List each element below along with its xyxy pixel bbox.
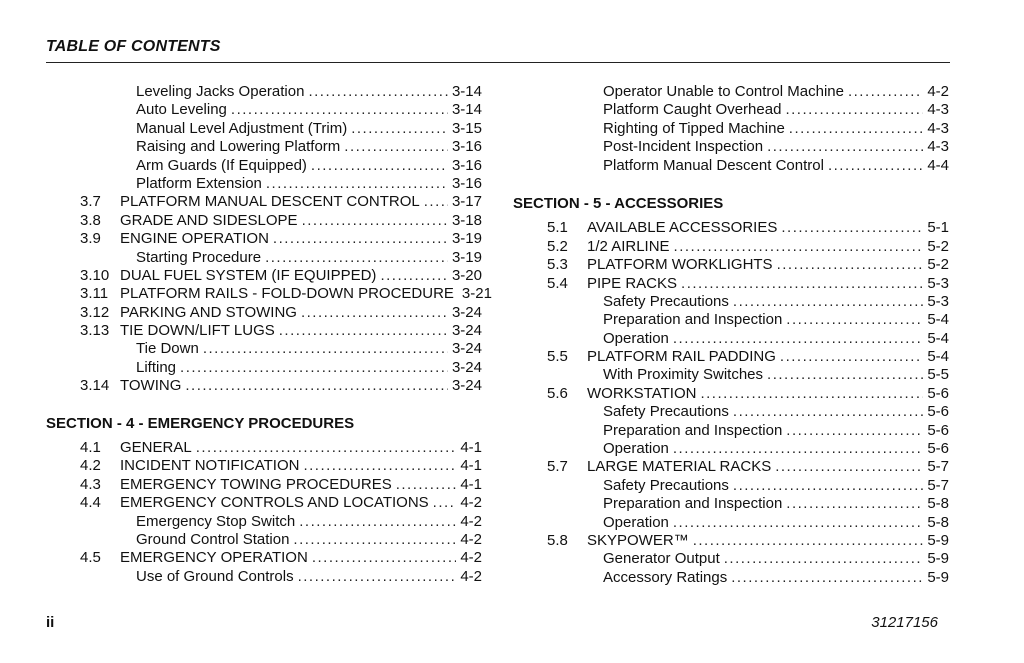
toc-entry-title: TOWING <box>120 377 182 395</box>
toc-entry[interactable] <box>80 531 482 549</box>
toc-entry-title: Operation <box>603 329 669 347</box>
toc-entry-page: 4-1 <box>460 475 482 493</box>
dot-leader <box>266 175 448 192</box>
dot-leader <box>299 513 456 530</box>
dot-leader <box>396 476 457 493</box>
toc-entry-title: EMERGENCY TOWING PROCEDURES <box>120 475 392 493</box>
toc-entry-title: PLATFORM RAIL PADDING <box>587 348 776 366</box>
toc-entry-title: PLATFORM MANUAL DESCENT CONTROL <box>120 193 420 211</box>
toc-entry-title: Accessory Ratings <box>603 568 728 586</box>
dot-leader <box>303 457 456 474</box>
dot-leader <box>433 494 457 511</box>
toc-entry-page: 3-16 <box>451 156 482 174</box>
toc-entry-page: 3-24 <box>451 377 482 395</box>
toc-entry-title: LARGE MATERIAL RACKS <box>587 458 772 476</box>
toc-entry-number: 4.2 <box>80 457 101 475</box>
toc-entry-page: 4-2 <box>460 494 482 512</box>
toc-entry-number: 3.7 <box>80 193 101 211</box>
toc-entry[interactable] <box>80 175 482 193</box>
toc-entry[interactable] <box>80 340 482 358</box>
section-4-heading: SECTION - 4 - EMERGENCY PROCEDURES <box>46 414 355 432</box>
dot-leader <box>185 377 448 394</box>
toc-entry-page: 3-18 <box>451 211 482 229</box>
toc-entry-page: 4-2 <box>460 567 482 585</box>
toc-entry-page: 5-9 <box>927 550 949 568</box>
dot-leader <box>673 330 923 347</box>
toc-entry-title: Platform Caught Overhead <box>603 101 782 119</box>
header-divider <box>46 62 950 63</box>
toc-entry-page: 5-6 <box>927 421 949 439</box>
toc-entry-title: Safety Precautions <box>603 476 729 494</box>
toc-entry-page: 3-14 <box>451 101 482 119</box>
toc-entry-title: Preparation and Inspection <box>603 421 783 439</box>
dot-leader <box>673 514 923 531</box>
dot-leader <box>265 249 448 266</box>
dot-leader <box>231 101 448 118</box>
toc-entry-title: Arm Guards (If Equipped) <box>136 156 307 174</box>
toc-entry-number: 3.10 <box>80 266 110 284</box>
toc-entry[interactable] <box>547 569 949 587</box>
toc-entry-number: 3.12 <box>80 303 110 321</box>
toc-entry-number: 3.13 <box>80 322 110 340</box>
toc-entry[interactable] <box>80 359 482 377</box>
toc-entry[interactable] <box>80 439 482 457</box>
toc-entry-title: With Proximity Switches <box>603 366 764 384</box>
dot-leader <box>674 238 924 255</box>
toc-entry-title: ENGINE OPERATION <box>120 230 269 248</box>
toc-entry-title: PLATFORM RAILS - FOLD-DOWN PROCEDURE <box>120 285 454 303</box>
toc-entry-page: 5-6 <box>927 440 949 458</box>
toc-entry[interactable] <box>80 494 482 512</box>
dot-leader <box>681 275 923 292</box>
toc-entry-page: 4-2 <box>460 530 482 548</box>
toc-entry-title: Lifting <box>136 358 177 376</box>
toc-entry-title: TIE DOWN/LIFT LUGS <box>120 322 275 340</box>
dot-leader <box>777 256 924 273</box>
dot-leader <box>298 568 457 585</box>
dot-leader <box>848 83 923 100</box>
toc-entry-page: 3-21 <box>461 285 492 303</box>
toc-entry-page: 5-8 <box>927 495 949 513</box>
toc-entry-title: Platform Manual Descent Control <box>603 156 824 174</box>
toc-list-left-b <box>80 439 482 586</box>
toc-entry-number: 4.1 <box>80 439 101 457</box>
toc-entry-page: 3-16 <box>451 138 482 156</box>
toc-entry-title: Righting of Tipped Machine <box>603 119 785 137</box>
toc-entry-title: Ground Control Station <box>136 530 290 548</box>
toc-entry-page: 3-14 <box>451 83 482 100</box>
dot-leader <box>302 212 448 229</box>
toc-entry[interactable] <box>547 403 949 421</box>
toc-entry[interactable] <box>547 120 949 138</box>
toc-entry-title: DUAL FUEL SYSTEM (IF EQUIPPED) <box>120 266 377 284</box>
dot-leader <box>724 550 924 567</box>
toc-entry-page: 3-16 <box>451 174 482 192</box>
dot-leader <box>301 304 448 321</box>
toc-entry[interactable] <box>80 120 482 138</box>
toc-entry-title: Manual Level Adjustment (Trim) <box>136 119 348 137</box>
toc-entry-page: 5-3 <box>927 274 949 292</box>
dot-leader <box>351 120 448 137</box>
toc-entry[interactable] <box>547 330 949 348</box>
dot-leader <box>279 322 448 339</box>
toc-entry[interactable] <box>80 377 482 395</box>
dot-leader <box>203 340 448 357</box>
toc-entry[interactable] <box>547 477 949 495</box>
toc-entry[interactable] <box>80 568 482 586</box>
toc-entry-number: 5.6 <box>547 384 568 402</box>
toc-entry-title: AVAILABLE ACCESSORIES <box>587 219 778 237</box>
toc-entry-page: 3-17 <box>451 193 482 211</box>
dot-leader <box>733 477 923 494</box>
toc-list-right-b <box>547 219 949 587</box>
dot-leader <box>780 348 923 365</box>
toc-entry[interactable] <box>547 293 949 311</box>
page-number: ii <box>46 614 55 631</box>
toc-entry[interactable] <box>80 322 482 340</box>
toc-entry[interactable] <box>547 532 949 550</box>
toc-entry[interactable] <box>80 157 482 175</box>
toc-entry-page: 5-8 <box>927 513 949 531</box>
dot-leader <box>700 385 923 402</box>
toc-entry-page: 4-1 <box>460 439 482 457</box>
dot-leader <box>311 157 448 174</box>
toc-list-left-a <box>80 83 492 396</box>
toc-entry-title: Preparation and Inspection <box>603 311 783 329</box>
toc-entry-page: 5-4 <box>927 311 949 329</box>
dot-leader <box>786 422 923 439</box>
toc-entry-title: Operation <box>603 440 669 458</box>
toc-entry-title: Starting Procedure <box>136 248 262 266</box>
toc-entry[interactable] <box>547 238 949 256</box>
toc-entry-page: 4-4 <box>927 156 949 174</box>
toc-entry-page: 5-2 <box>927 237 949 255</box>
toc-entry[interactable] <box>547 348 949 366</box>
toc-entry-page: 4-3 <box>927 138 949 156</box>
toc-entry-number: 3.11 <box>80 285 109 303</box>
toc-entry-title: Safety Precautions <box>603 292 729 310</box>
toc-entry[interactable] <box>80 230 482 248</box>
toc-entry-page: 5-2 <box>927 256 949 274</box>
toc-entry-title: Platform Extension <box>136 174 262 192</box>
toc-entry-title: Leveling Jacks Operation <box>136 83 305 100</box>
dot-leader <box>180 359 448 376</box>
dot-leader <box>273 230 448 247</box>
toc-entry-number: 5.2 <box>547 237 568 255</box>
toc-entry-page: 4-2 <box>460 512 482 530</box>
toc-entry-number: 3.14 <box>80 377 110 395</box>
toc-entry-page: 5-9 <box>927 531 949 549</box>
toc-entry-number: 5.4 <box>547 274 568 292</box>
dot-leader <box>781 219 923 236</box>
toc-entry-page: 4-3 <box>927 101 949 119</box>
toc-entry[interactable] <box>547 366 949 384</box>
toc-entry[interactable] <box>547 422 949 440</box>
toc-entry-title: SKYPOWER™ <box>587 531 689 549</box>
toc-entry-title: PLATFORM WORKLIGHTS <box>587 256 773 274</box>
dot-leader <box>344 138 448 155</box>
toc-entry[interactable] <box>547 514 949 532</box>
toc-entry[interactable] <box>80 476 482 494</box>
toc-entry[interactable] <box>547 157 949 175</box>
toc-entry[interactable] <box>80 138 482 156</box>
toc-entry-number: 4.5 <box>80 549 101 567</box>
dot-leader <box>293 531 456 548</box>
toc-entry-number: 3.8 <box>80 211 101 229</box>
dot-leader <box>775 458 923 475</box>
toc-entry-number: 3.9 <box>80 230 101 248</box>
document-number: 31217156 <box>871 614 938 631</box>
toc-entry[interactable] <box>80 267 482 285</box>
toc-entry[interactable] <box>547 138 949 156</box>
toc-entry-title: Safety Precautions <box>603 403 729 421</box>
toc-entry-title: EMERGENCY CONTROLS AND LOCATIONS <box>120 494 429 512</box>
toc-entry[interactable] <box>547 83 949 101</box>
dot-leader <box>312 549 457 566</box>
toc-entry-page: 3-15 <box>451 119 482 137</box>
section-5-heading: SECTION - 5 - ACCESSORIES <box>513 194 724 212</box>
toc-entry-number: 5.7 <box>547 458 568 476</box>
toc-entry-page: 4-3 <box>927 119 949 137</box>
dot-leader <box>789 120 924 137</box>
dot-leader <box>786 495 923 512</box>
dot-leader <box>693 532 924 549</box>
toc-entry-title: 1/2 AIRLINE <box>587 237 670 255</box>
toc-entry-title: PARKING AND STOWING <box>120 303 297 321</box>
toc-entry-title: Tie Down <box>136 340 199 358</box>
toc-entry-title: Generator Output <box>603 550 720 568</box>
toc-entry[interactable] <box>80 249 482 267</box>
toc-entry-title: GENERAL <box>120 439 192 457</box>
toc-entry-number: 5.8 <box>547 531 568 549</box>
dot-leader <box>733 293 923 310</box>
toc-entry-page: 5-6 <box>927 384 949 402</box>
toc-entry[interactable] <box>547 440 949 458</box>
toc-entry-number: 4.3 <box>80 475 101 493</box>
toc-entry-title: Raising and Lowering Platform <box>136 138 341 156</box>
toc-entry-title: WORKSTATION <box>587 384 697 402</box>
toc-entry-page: 3-19 <box>451 230 482 248</box>
page-title: TABLE OF CONTENTS <box>46 38 221 55</box>
toc-entry-page: 5-3 <box>927 292 949 310</box>
dot-leader <box>308 83 448 100</box>
toc-entry-page: 3-24 <box>451 358 482 376</box>
toc-entry-page: 5-7 <box>927 476 949 494</box>
toc-entry-page: 5-1 <box>927 219 949 237</box>
toc-entry-number: 5.1 <box>547 219 568 237</box>
toc-entry-title: GRADE AND SIDESLOPE <box>120 211 298 229</box>
toc-entry[interactable] <box>547 385 949 403</box>
dot-leader <box>731 569 923 586</box>
toc-entry-page: 5-4 <box>927 329 949 347</box>
toc-entry[interactable] <box>80 83 482 101</box>
toc-entry[interactable] <box>547 550 949 568</box>
toc-entry-page: 5-6 <box>927 403 949 421</box>
dot-leader <box>424 193 448 210</box>
toc-left-column <box>46 83 492 586</box>
toc-entry-page: 3-24 <box>451 340 482 358</box>
toc-entry-title: Emergency Stop Switch <box>136 512 296 530</box>
toc-entry[interactable] <box>547 458 949 476</box>
toc-entry-page: 3-24 <box>451 322 482 340</box>
toc-entry-page: 5-9 <box>927 568 949 586</box>
toc-entry[interactable] <box>80 549 482 567</box>
toc-entry-number: 5.5 <box>547 348 568 366</box>
toc-entry[interactable] <box>80 457 482 475</box>
toc-entry[interactable] <box>547 275 949 293</box>
toc-entry-title: Operation <box>603 513 669 531</box>
toc-entry[interactable] <box>80 212 482 230</box>
dot-leader <box>786 311 923 328</box>
toc-entry[interactable] <box>80 193 482 211</box>
toc-entry-title: Preparation and Inspection <box>603 495 783 513</box>
toc-entry-page: 3-19 <box>451 248 482 266</box>
toc-entry[interactable] <box>80 101 482 119</box>
toc-entry-title: PIPE RACKS <box>587 274 678 292</box>
toc-right-column <box>513 83 949 587</box>
toc-entry-page: 4-1 <box>460 457 482 475</box>
toc-entry-page: 3-20 <box>451 266 482 284</box>
toc-entry-page: 4-2 <box>927 83 949 100</box>
toc-entry-page: 5-5 <box>927 366 949 384</box>
toc-list-right-a <box>547 83 949 175</box>
toc-entry-title: Auto Leveling <box>136 101 227 119</box>
dot-leader <box>673 440 923 457</box>
toc-entry-number: 5.3 <box>547 256 568 274</box>
dot-leader <box>196 439 457 456</box>
toc-entry-page: 5-7 <box>927 458 949 476</box>
toc-entry-number: 4.4 <box>80 494 101 512</box>
dot-leader <box>733 403 923 420</box>
toc-entry[interactable] <box>80 513 482 531</box>
toc-entry-title: Post-Incident Inspection <box>603 138 764 156</box>
dot-leader <box>828 157 923 174</box>
toc-entry[interactable] <box>547 101 949 119</box>
toc-entry[interactable] <box>547 495 949 513</box>
toc-entry-title: Operator Unable to Control Machine <box>603 83 844 100</box>
dot-leader <box>785 101 923 118</box>
dot-leader <box>380 267 448 284</box>
toc-entry[interactable] <box>80 304 482 322</box>
toc-entry-title: Use of Ground Controls <box>136 567 294 585</box>
dot-leader <box>767 366 923 383</box>
toc-entry[interactable] <box>80 285 492 303</box>
dot-leader <box>767 138 923 155</box>
toc-entry-page: 3-24 <box>451 303 482 321</box>
toc-entry-title: INCIDENT NOTIFICATION <box>120 457 300 475</box>
toc-entry[interactable] <box>547 219 949 237</box>
toc-entry-page: 5-4 <box>927 348 949 366</box>
toc-entry[interactable] <box>547 311 949 329</box>
toc-entry[interactable] <box>547 256 949 274</box>
toc-entry-page: 4-2 <box>460 549 482 567</box>
toc-entry-title: EMERGENCY OPERATION <box>120 549 308 567</box>
